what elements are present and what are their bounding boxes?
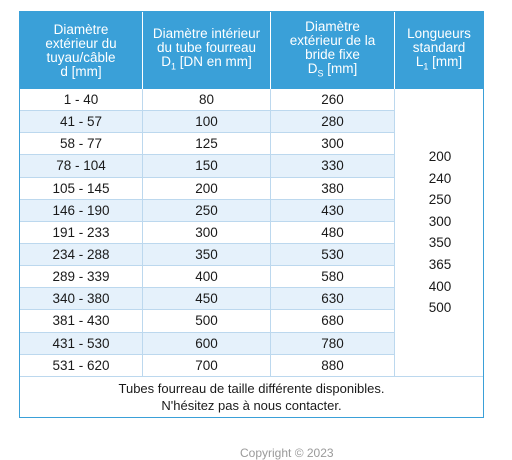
flange-diameter-cell: 280	[271, 111, 395, 133]
length-value: 250	[428, 192, 452, 208]
table-row	[20, 133, 395, 155]
outer-diameter-cell: 431 - 530	[20, 333, 143, 355]
table-row	[20, 310, 395, 332]
flange-diameter-cell: 780	[271, 333, 395, 355]
length-value: 200	[428, 149, 452, 165]
inner-diameter-cell: 80	[143, 89, 271, 111]
outer-diameter-cell: 191 - 233	[20, 222, 143, 244]
table-row	[20, 89, 395, 111]
copyright-text: Copyright © 2023	[240, 446, 334, 460]
length-value: 350	[428, 235, 452, 251]
header-text: $D_S$ [mm]	[307, 61, 358, 79]
footer-line: N'hésitez pas à nous contacter.	[161, 397, 342, 413]
header-outer-diameter	[20, 12, 143, 89]
table-header	[20, 12, 483, 89]
inner-diameter-cell: 500	[143, 310, 271, 332]
table-row	[20, 288, 395, 310]
lengths-list	[427, 146, 452, 319]
outer-diameter-cell: 1 - 40	[20, 89, 143, 111]
inner-diameter-cell: 600	[143, 333, 271, 355]
header-text: Diamètre	[305, 19, 360, 35]
header-text: du tube fourreau	[156, 40, 257, 56]
header-text: Diamètre	[53, 21, 109, 37]
flange-diameter-cell: 880	[271, 355, 395, 377]
header-text: $D_1$ [DN en mm]	[161, 54, 252, 72]
outer-diameter-cell: 234 - 288	[20, 244, 143, 266]
inner-diameter-cell: 200	[143, 178, 271, 200]
header-text: standard	[412, 40, 466, 56]
outer-diameter-cell: 340 - 380	[20, 288, 143, 310]
table-row	[20, 178, 395, 200]
inner-diameter-cell: 150	[143, 155, 271, 177]
header-standard-lengths	[395, 12, 483, 89]
header-text: bride fixe	[305, 47, 360, 63]
standard-lengths-cell	[395, 89, 483, 377]
inner-diameter-cell: 400	[143, 266, 271, 288]
header-text: d [mm]	[60, 63, 102, 79]
inner-diameter-cell: 300	[143, 222, 271, 244]
outer-diameter-cell: 105 - 145	[20, 178, 143, 200]
outer-diameter-cell: 78 - 104	[20, 155, 143, 177]
outer-diameter-cell: 41 - 57	[20, 111, 143, 133]
table-row	[20, 200, 395, 222]
table-row	[20, 222, 395, 244]
outer-diameter-cell: 531 - 620	[20, 355, 143, 377]
header-text: extérieur de la	[289, 33, 376, 49]
flange-diameter-cell: 260	[271, 89, 395, 111]
inner-diameter-cell: 350	[143, 244, 271, 266]
table-row	[20, 111, 395, 133]
length-value: 240	[428, 170, 452, 186]
inner-diameter-cell: 250	[143, 200, 271, 222]
flange-diameter-cell: 300	[271, 133, 395, 155]
header-text: $L_1$ [mm]	[415, 54, 463, 72]
flange-diameter-cell: 530	[271, 244, 395, 266]
flange-diameter-cell: 380	[271, 178, 395, 200]
flange-diameter-cell: 480	[271, 222, 395, 244]
flange-diameter-cell: 330	[271, 155, 395, 177]
inner-diameter-cell: 125	[143, 133, 271, 155]
flange-diameter-cell: 430	[271, 200, 395, 222]
table-footer-note	[20, 377, 483, 417]
header-text: extérieur du	[45, 35, 117, 51]
length-value: 500	[428, 300, 452, 316]
inner-diameter-cell: 450	[143, 288, 271, 310]
header-text: Diamètre intérieur	[152, 26, 261, 42]
table-row	[20, 333, 395, 355]
table-row	[20, 266, 395, 288]
header-text: tuyau/câble	[46, 49, 116, 65]
flange-diameter-cell: 630	[271, 288, 395, 310]
length-value: 365	[428, 257, 452, 272]
header-text: Longueurs	[407, 26, 471, 42]
dimension-table	[19, 11, 484, 418]
table-rows	[20, 89, 395, 377]
table-row	[20, 355, 395, 377]
length-value: 400	[428, 278, 452, 294]
length-value: 300	[428, 213, 452, 229]
outer-diameter-cell: 146 - 190	[20, 200, 143, 222]
table-body	[20, 89, 483, 377]
flange-diameter-cell: 580	[271, 266, 395, 288]
inner-diameter-cell: 700	[143, 355, 271, 377]
inner-diameter-cell: 100	[143, 111, 271, 133]
header-inner-diameter	[143, 12, 271, 89]
outer-diameter-cell: 381 - 430	[20, 310, 143, 332]
outer-diameter-cell: 289 - 339	[20, 266, 143, 288]
outer-diameter-cell: 58 - 77	[20, 133, 143, 155]
header-flange-diameter	[271, 12, 395, 89]
table-row	[20, 244, 395, 266]
table-row	[20, 155, 395, 177]
flange-diameter-cell: 680	[271, 310, 395, 332]
footer-line: Tubes fourreau de taille différente disponibles.	[118, 380, 385, 396]
